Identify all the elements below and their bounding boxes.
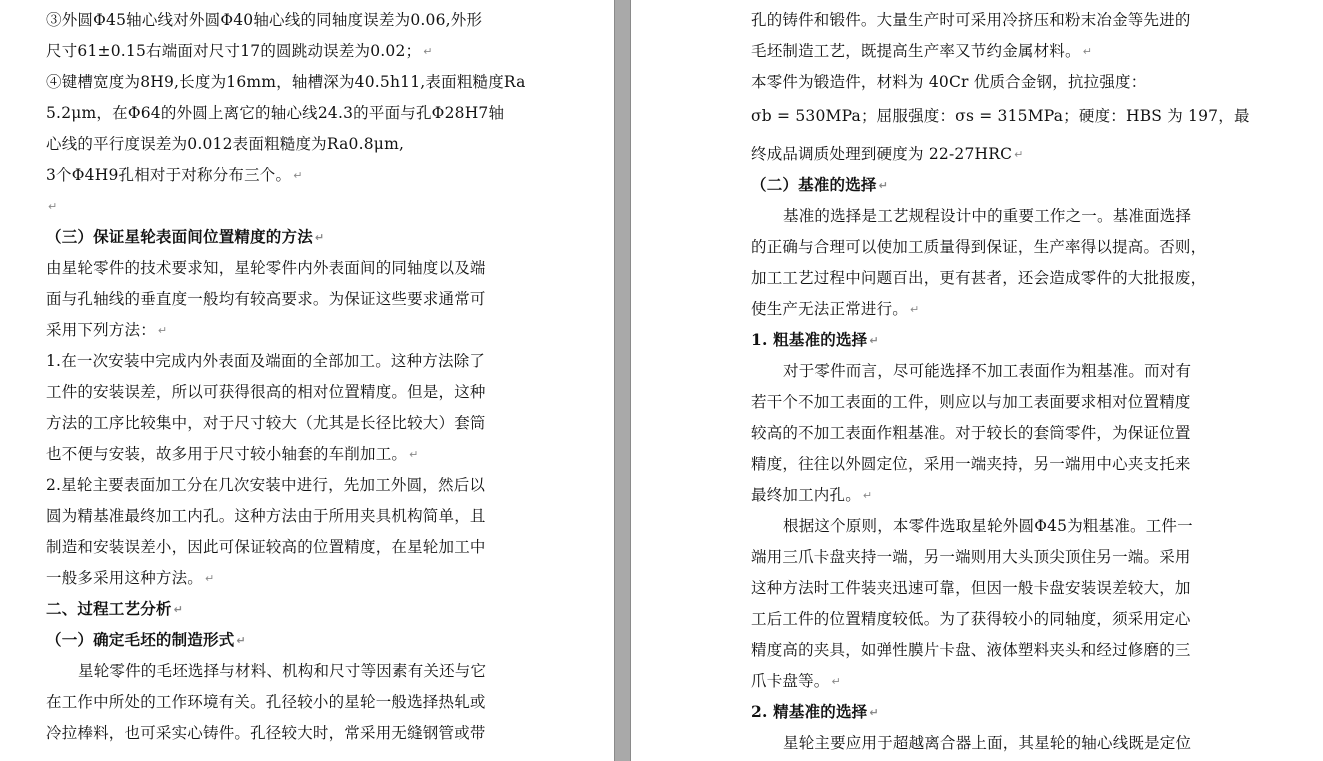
text-line xyxy=(46,444,419,464)
line-text: 星轮零件的毛坯选择与材料、机构和尺寸等因素有关还与它 xyxy=(78,662,487,680)
heading-line xyxy=(46,227,324,247)
line-text: 2.星轮主要表面加工分在几次安装中进行，先加工外圆，然后以 xyxy=(46,476,486,494)
document-page-left[interactable] xyxy=(0,0,614,761)
text-line xyxy=(46,723,486,743)
heading-line xyxy=(46,599,183,619)
line-text: 尺寸61±0.15右端面对尺寸17的圆跳动误差为0.02； xyxy=(46,42,422,60)
line-text: 孔的铸件和锻件。大量生产时可采用冷挤压和粉末冶金等先进的 xyxy=(751,11,1191,29)
line-text: 圆为精基准最终加工内孔。这种方法由于所用夹具机构简单，且 xyxy=(46,507,486,525)
line-text: 工后工件的位置精度较低。为了获得较小的同轴度，须采用定心 xyxy=(751,610,1191,628)
text-line xyxy=(46,351,485,371)
heading-line xyxy=(751,702,879,722)
text-line xyxy=(751,392,1191,412)
line-text: ③外圆Φ45轴心线对外圆Φ40轴心线的同轴度误差为0.06,外形 xyxy=(46,11,483,29)
heading-line xyxy=(46,630,246,650)
line-text: 对于零件而言，尽可能选择不加工表面作为粗基准。而对有 xyxy=(783,362,1192,380)
text-line xyxy=(46,568,214,588)
text-line xyxy=(751,237,1206,257)
line-text: ④键槽宽度为8H9,长度为16mm，轴槽深为40.5h11,表面粗糙度Ra xyxy=(46,73,526,91)
paragraph-mark-icon: ↵ xyxy=(48,200,58,213)
line-text: 本零件为锻造件，材料为 40Cr 优质合金钢，抗拉强度： xyxy=(751,73,1147,91)
paragraph-mark-icon: ↵ xyxy=(205,572,215,585)
line-text: 星轮主要应用于超越离合器上面，其星轮的轴心线既是定位 xyxy=(783,734,1192,752)
text-line xyxy=(78,661,486,681)
line-text: 在工作中所处的工作环境有关。孔径较小的星轮一般选择热轧或 xyxy=(46,693,486,711)
line-text: 采用下列方法： xyxy=(46,321,156,339)
text-line xyxy=(751,485,872,505)
line-text: （二）基准的选择 xyxy=(751,175,877,194)
text-line xyxy=(46,413,486,433)
document-page-right[interactable] xyxy=(631,0,1323,761)
line-text: 较高的不加工表面作粗基准。对于较长的套筒零件，为保证位置 xyxy=(751,424,1191,442)
text-line xyxy=(46,72,526,92)
line-text: 的正确与合理可以使加工质量得到保证，生产率得以提高。否则， xyxy=(751,238,1207,256)
text-line xyxy=(46,165,303,185)
paragraph-mark-icon: ↵ xyxy=(869,706,879,719)
text-line xyxy=(751,609,1191,629)
text-line xyxy=(783,361,1191,381)
paragraph-mark-icon: ↵ xyxy=(293,169,303,182)
line-text: 一般多采用这种方法。 xyxy=(46,569,204,587)
text-line xyxy=(46,382,486,402)
paragraph-mark-icon: ↵ xyxy=(173,603,184,616)
text-line xyxy=(46,537,486,557)
paragraph-mark-icon: ↵ xyxy=(1014,148,1024,161)
line-text: 心线的平行度误差为0.012表面粗糙度为Ra0.8μm, xyxy=(46,135,405,153)
line-text: 这种方法时工件装夹迅速可靠，但因一般卡盘安装误差较大，加 xyxy=(751,579,1191,597)
text-line xyxy=(46,258,486,278)
line-text: 端用三爪卡盘夹持一端，另一端则用大头顶尖顶住另一端。采用 xyxy=(751,548,1191,566)
paragraph-mark-icon: ↵ xyxy=(862,489,873,502)
line-text: 爪卡盘等。 xyxy=(751,672,830,690)
line-text: （一）确定毛坯的制造形式 xyxy=(46,630,235,649)
paragraph-mark-icon: ↵ xyxy=(236,634,246,647)
text-line xyxy=(46,41,433,61)
text-line xyxy=(46,103,504,123)
line-text: 使生产无法正常进行。 xyxy=(751,300,909,318)
line-text: 若干个不加工表面的工件，则应以与加工表面要求相对位置精度 xyxy=(751,393,1191,411)
line-text: （三）保证星轮表面间位置精度的方法 xyxy=(46,227,313,246)
text-line xyxy=(783,206,1191,226)
line-text: 终成品调质处理到硬度为 22-27HRC xyxy=(751,145,1013,163)
line-text: 也不便与安装，故多用于尺寸较小轴套的车削加工。 xyxy=(46,445,408,463)
text-line xyxy=(751,547,1191,567)
text-line xyxy=(751,144,1024,164)
paragraph-mark-icon: ↵ xyxy=(423,45,433,58)
line-text: 面与孔轴线的垂直度一般均有较高要求。为保证这些要求通常可 xyxy=(46,290,486,308)
text-line xyxy=(751,41,1092,61)
line-text: 制造和安装误差小，因此可保证较高的位置精度，在星轮加工中 xyxy=(46,538,486,556)
text-line xyxy=(46,289,486,309)
line-text: 方法的工序比较集中，对于尺寸较大（尤其是长径比较大）套筒 xyxy=(46,414,486,432)
line-text: 3个Φ4H9孔相对于对称分布三个。 xyxy=(46,166,292,184)
text-line xyxy=(46,196,57,216)
heading-line xyxy=(751,330,879,350)
line-text: 1.在一次安装中完成内外表面及端面的全部加工。这种方法除了 xyxy=(46,352,486,370)
text-line xyxy=(751,106,1250,126)
text-line xyxy=(46,320,167,340)
line-text: σb = 530MPa；屈服强度：σs = 315MPa；硬度：HBS 为 197，最 xyxy=(751,107,1250,125)
text-line xyxy=(783,733,1191,753)
line-text: 加工工艺过程中问题百出，更有甚者，还会造成零件的大批报废， xyxy=(751,269,1207,287)
paragraph-mark-icon: ↵ xyxy=(878,179,889,192)
line-text: 毛坯制造工艺，既提高生产率又节约金属材料。 xyxy=(751,42,1081,60)
text-line xyxy=(751,268,1206,288)
text-line xyxy=(751,578,1191,598)
line-text: 精度，往往以外圆定位，采用一端夹持，另一端用中心夹支托来 xyxy=(751,455,1191,473)
text-line xyxy=(751,423,1191,443)
text-line xyxy=(751,10,1191,30)
text-line xyxy=(46,506,486,526)
paragraph-mark-icon: ↵ xyxy=(157,324,168,337)
text-line xyxy=(751,454,1191,474)
line-text: 根据这个原则，本零件选取星轮外圆Φ45为粗基准。工件一 xyxy=(783,517,1193,535)
paragraph-mark-icon: ↵ xyxy=(409,448,419,461)
line-text: 精度高的夹具，如弹性膜片卡盘、液体塑料夹头和经过修磨的三 xyxy=(751,641,1191,659)
paragraph-mark-icon: ↵ xyxy=(1082,45,1093,58)
paragraph-mark-icon: ↵ xyxy=(910,303,920,316)
line-text: 5.2μm，在Φ64的外圆上离它的轴心线24.3的平面与孔Φ28H7轴 xyxy=(46,104,505,122)
page-gap xyxy=(614,0,631,761)
text-line xyxy=(46,10,482,30)
line-text: 1. 粗基准的选择 xyxy=(751,330,868,349)
heading-line xyxy=(751,175,888,195)
paragraph-mark-icon: ↵ xyxy=(831,675,841,688)
paragraph-mark-icon: ↵ xyxy=(869,334,879,347)
text-line xyxy=(751,640,1191,660)
text-line xyxy=(751,72,1146,92)
text-line xyxy=(46,134,404,154)
line-text: 工件的安装误差，所以可获得很高的相对位置精度。但是，这种 xyxy=(46,383,486,401)
line-text: 冷拉棒料，也可采实心铸件。孔径较大时，常采用无缝钢管或带 xyxy=(46,724,486,742)
line-text: 二、过程工艺分析 xyxy=(46,599,172,618)
line-text: 最终加工内孔。 xyxy=(751,486,861,504)
paragraph-mark-icon: ↵ xyxy=(314,231,325,244)
text-line xyxy=(46,692,486,712)
text-line xyxy=(751,671,841,691)
text-line xyxy=(751,299,919,319)
text-line xyxy=(783,516,1193,536)
text-line xyxy=(46,475,485,495)
line-text: 基准的选择是工艺规程设计中的重要工作之一。基准面选择 xyxy=(783,207,1192,225)
line-text: 2. 精基准的选择 xyxy=(751,702,868,721)
line-text: 由星轮零件的技术要求知，星轮零件内外表面间的同轴度以及端 xyxy=(46,259,486,277)
